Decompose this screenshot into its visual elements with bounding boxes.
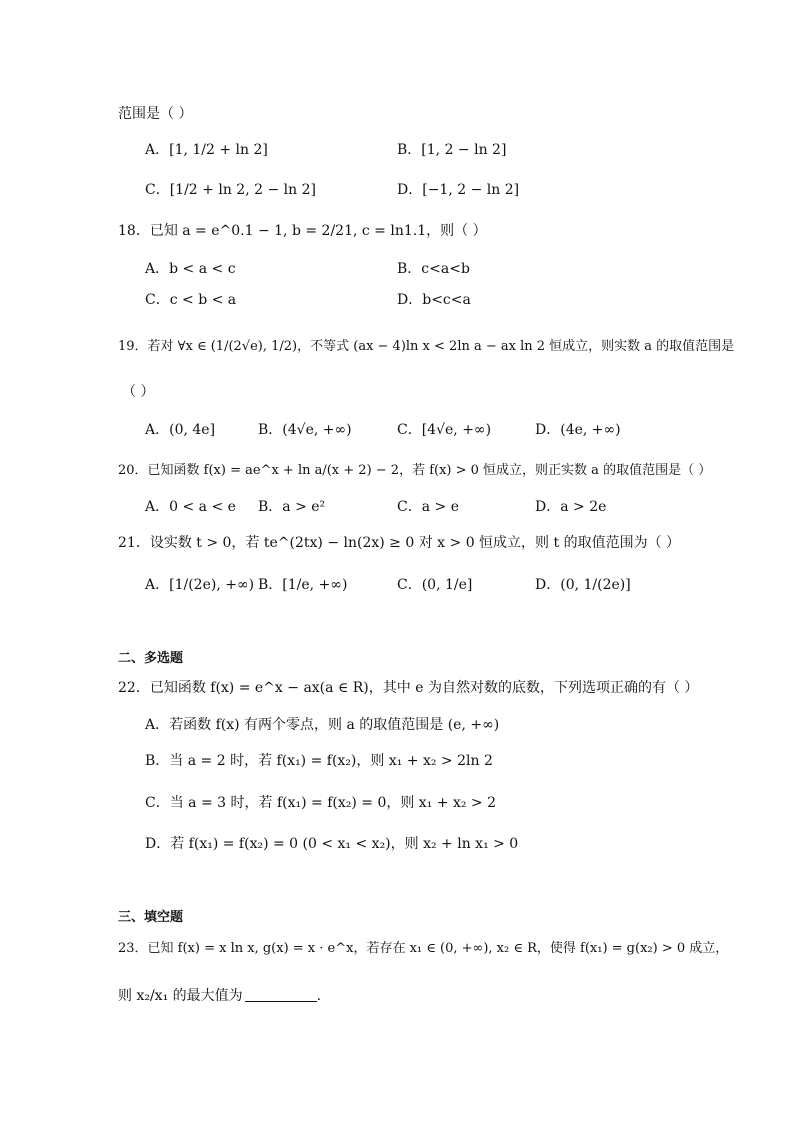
q18-stem: 18．已知 a = e^0.1 − 1, b = 2/21, c = ln1.1，则（ ） [118,223,487,239]
section-fill-blank-heading: 三、填空题 [118,910,184,925]
q17-option-b[interactable]: B．[1, 2 − ln 2] [397,142,507,158]
q21-option-c[interactable]: C．(0, 1/e] [397,577,473,593]
q18-option-d[interactable]: D．b<c<a [397,292,471,308]
q22-stem: 22．已知函数 f(x) = e^x − ax(a ∈ R)，其中 e 为自然对数的底数，下列选项正确的有（ ） [118,680,699,696]
q23-question-text: 则 x₂/x₁ 的最大值为 [118,988,243,1004]
q20-option-a[interactable]: A．0 < a < e [145,499,236,515]
q20-option-d[interactable]: D．a > 2e [535,499,607,515]
q20-stem: 20．已知函数 f(x) = ae^x + ln a/(x + 2) − 2，若 f(x) > 0 恒成立，则正实数 a 的取值范围是（ ） [118,463,712,478]
q22-option-a[interactable]: A．若函数 f(x) 有两个零点，则 a 的取值范围是 (e, +∞) [145,717,500,733]
q23-period: . [316,988,322,1004]
q21-option-a[interactable]: A．[1/(2e), +∞) [145,577,255,593]
q19-stem: 19．若对 ∀x ∈ (1/(2√e), 1/2)，不等式 (ax − 4)ln x < 2ln a − ax ln 2 恒成立，则实数 a 的取值范围是 [118,339,735,354]
q22-option-c[interactable]: C．当 a = 3 时，若 f(x₁) = f(x₂) = 0，则 x₁ + x₂ > 2 [145,795,496,811]
q17-option-d[interactable]: D．[−1, 2 − ln 2] [397,182,520,198]
q17-stem-tail: 范围是（ ） [118,106,193,122]
q19-stem-tail: （ ） [122,384,155,400]
q19-option-b[interactable]: B．(4√e, +∞) [258,422,352,438]
q19-option-d[interactable]: D．(4e, +∞) [535,422,621,438]
q17-option-c[interactable]: C．[1/2 + ln 2, 2 − ln 2] [145,182,316,198]
q19-option-a[interactable]: A．(0, 4e] [145,422,216,438]
q17-option-a[interactable]: A．[1, 1/2 + ln 2] [145,142,268,158]
q21-option-b[interactable]: B．[1/e, +∞) [258,577,348,593]
q23-stem: 23．已知 f(x) = x ln x, g(x) = x · e^x，若存在 x₁ ∈ (0, +∞), x₂ ∈ R，使得 f(x₁) = g(x₂) > 0 成立， [118,941,729,956]
q18-option-b[interactable]: B．c<a<b [397,261,470,277]
q21-option-d[interactable]: D．(0, 1/(2e)] [535,577,631,593]
q18-option-c[interactable]: C．c < b < a [145,292,237,308]
q20-option-c[interactable]: C．a > e [397,499,459,515]
q18-option-a[interactable]: A．b < a < c [145,261,236,277]
section-multiple-choice-heading: 二、多选题 [118,651,184,666]
q23-answer-blank[interactable] [245,987,317,1002]
q20-option-b[interactable]: B．a > e² [258,499,326,515]
q21-stem: 21．设实数 t > 0，若 te^(2tx) − ln(2x) ≥ 0 对 x > 0 恒成立，则 t 的取值范围为（ ） [118,535,681,551]
q22-option-b[interactable]: B．当 a = 2 时，若 f(x₁) = f(x₂)，则 x₁ + x₂ > 2ln 2 [145,753,493,769]
q22-option-d[interactable]: D．若 f(x₁) = f(x₂) = 0 (0 < x₁ < x₂)，则 x₂ + ln x₁ > 0 [145,836,519,852]
q23-stem-line2 [118,986,321,1006]
q19-option-c[interactable]: C．[4√e, +∞) [397,422,492,438]
